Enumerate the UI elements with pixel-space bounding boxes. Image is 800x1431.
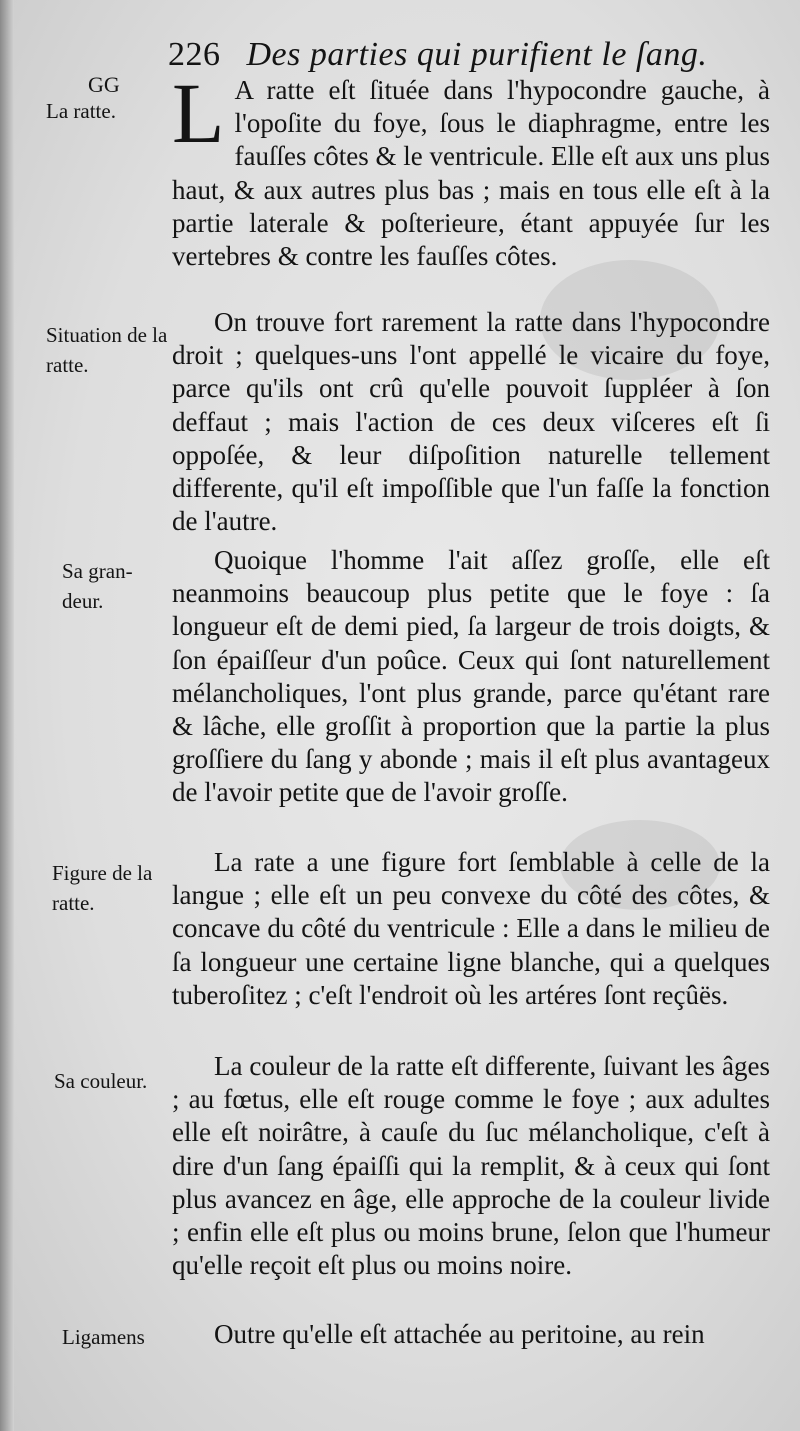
paragraph-couleur: La couleur de la ratte eſt differente, ſuivant les âges ; au fœtus, elle eſt rouge comme le foye ; aux adultes elle eſt noirâtre, à cauſe du ſuc mélancholique, c'eſt à dire d'un ſang épaiſſi qui la remplit, & à ceux qui ſont plus avancez en âge, elle approche de la couleur livide ; enfin elle eſt plus ou moins brune, ſelon que l'humeur qu'elle reçoit eſt plus ou moins noire. bbox=[172, 1051, 770, 1281]
margin-note-ligamens: Ligamens bbox=[62, 1325, 145, 1349]
main-text-3 bbox=[172, 544, 770, 810]
paragraph-grandeur: Quoique l'homme l'ait aſſez groſſe, elle eſt neanmoins beaucoup plus petite que le foye : ſa longueur eſt de demi pied, ſa largeur de trois doigts, & ſon épaiſſeur d'un poûce. Ceux qui ſont naturellement mélancholiques, l'ont plus grande, parce qu'étant rare & lâche, elle groſſit à proportion que la partie la plus groſſiere du ſang y abonde ; mais il eſt plus avantageux de l'avoir petite que de l'avoir groſſe. bbox=[172, 545, 770, 808]
margin-note-ratte: La ratte. bbox=[46, 99, 116, 123]
page-gutter-shadow bbox=[0, 0, 14, 1431]
margin-note-figure: Figure de la ratte. bbox=[52, 861, 153, 915]
main-text-6 bbox=[172, 1318, 770, 1351]
running-header bbox=[168, 36, 728, 74]
paragraph-situation: On trouve fort rarement la ratte dans l'hypocondre droit ; quelques-uns l'ont appellé le vicaire du foye, parce qu'ils ont crû qu'elle pouvoit ſuppléer à ſon deffaut ; mais l'action de ces deux viſceres eſt ſi oppoſée, & leur diſpoſition naturelle tellement differente, qu'il eſt impoſſible que l'un faſſe la fonction de l'autre. bbox=[172, 307, 770, 537]
margin-note-couleur: Sa couleur. bbox=[54, 1069, 148, 1093]
paragraph-text: A ratte eſt ſituée dans l'hypocondre gauche, à l'opoſite du foye, ſous le diaphragme, entre les fauſſes côtes & le ventricule. Elle eſt aux uns plus haut, & aux autres plus bas ; mais en tous elle eſt à la partie laterale & poſterieure, étant appuyée ſur les vertebres & contre les fauſſes côtes. bbox=[172, 75, 770, 272]
paragraph-ligamens: Outre qu'elle eſt attachée au peritoine, au rein bbox=[214, 1319, 705, 1349]
main-text bbox=[172, 65, 770, 273]
page-number: 226 bbox=[168, 36, 221, 73]
margin-note-grandeur: Sa gran- deur. bbox=[62, 559, 133, 613]
main-text-4 bbox=[172, 846, 770, 1012]
paragraph-figure: La rate a une figure fort ſemblable à celle de la langue ; elle eſt un peu convexe du côté des côtes, & concave du côté du ventricule : Elle a dans le milieu de ſa longueur une certaine ligne blanche, qui a quelques tuberoſitez ; c'eſt l'endroit où les artéres ſont reçûës. bbox=[172, 847, 770, 1010]
paragraph-ratte bbox=[172, 65, 770, 273]
main-text-5 bbox=[172, 1050, 770, 1282]
margin-note-situation: Situation de la ratte. bbox=[46, 323, 168, 377]
signature-mark: GG bbox=[88, 72, 120, 97]
drop-cap: L bbox=[172, 65, 225, 161]
main-text-2 bbox=[172, 306, 770, 538]
running-title: Des parties qui purifient le ſang. bbox=[246, 36, 708, 73]
